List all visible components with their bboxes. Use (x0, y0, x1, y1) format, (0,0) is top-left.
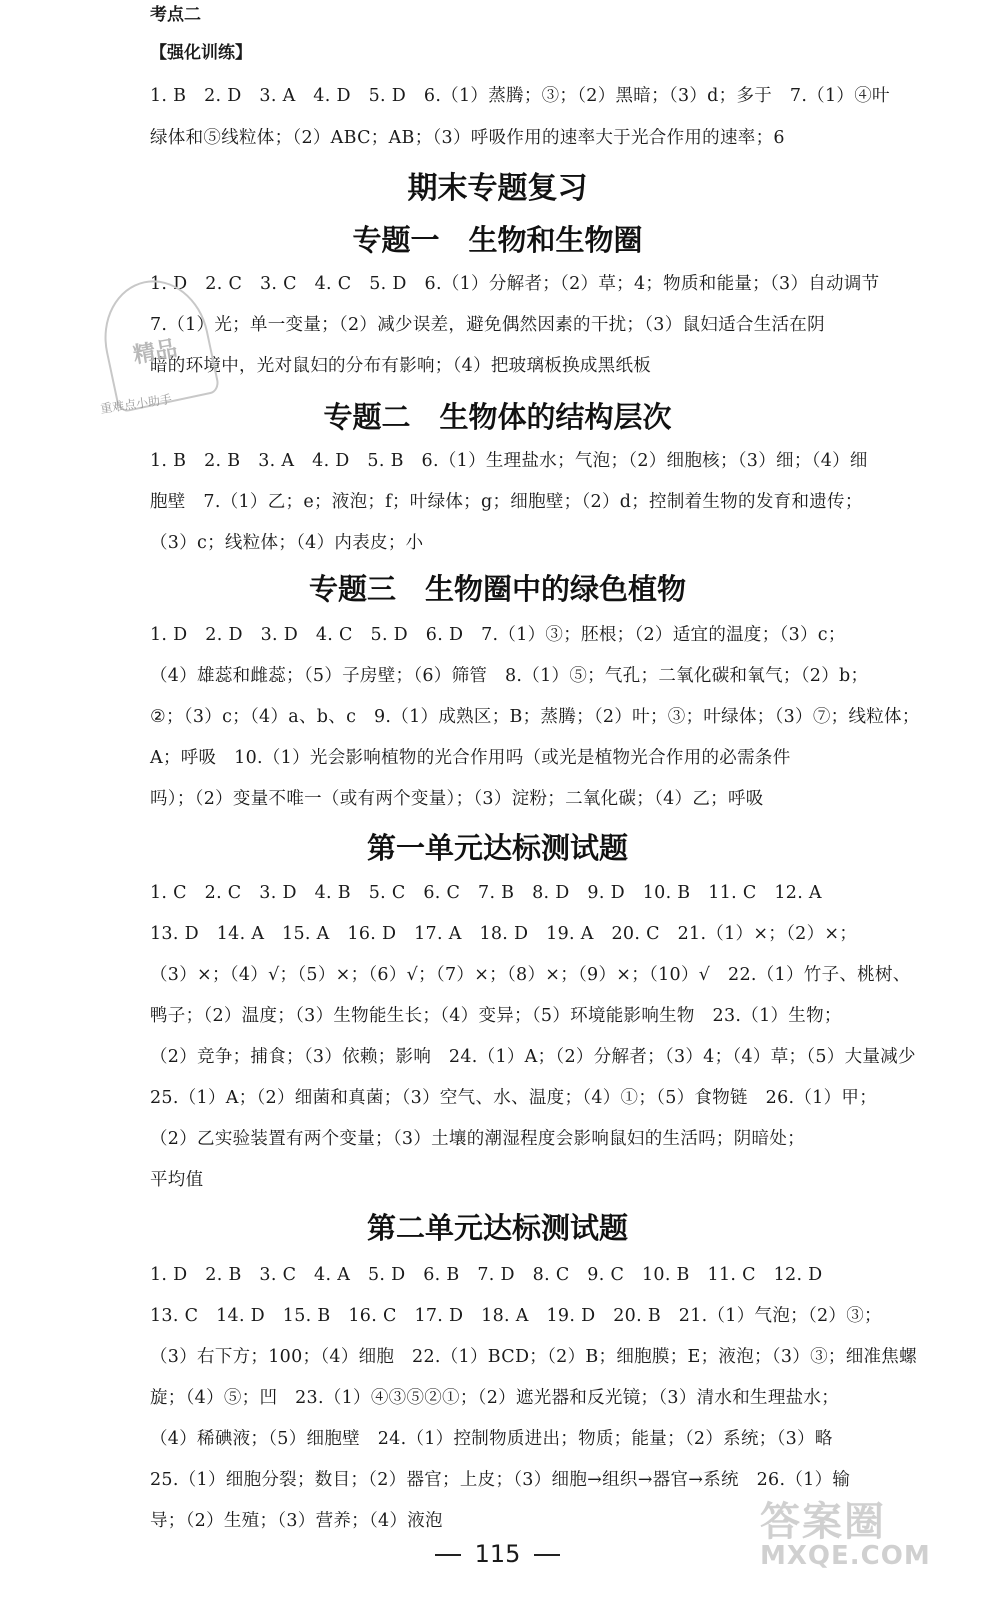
answer-line: 鸭子；（2）温度；（3）生物能生长；（4）变异；（5）环境能影响生物 23.（1）生物； (150, 1006, 842, 1026)
left-dash (435, 1554, 461, 1556)
answer-line: 平均值 (150, 1170, 204, 1190)
answer-line: 1. B 2. B 3. A 4. D 5. B 6.（1）生理盐水；气泡；（2）细胞核；（3）细；（4）细 (150, 451, 868, 471)
section-title: 第二单元达标测试题 (366, 1211, 628, 1245)
answer-line: 25.（1）A；（2）细菌和真菌；（3）空气、水、温度；（4）①；（5）食物链 26.（1）甲； (150, 1088, 878, 1108)
answer-line: ②；（3）c；（4）a、b、c 9.（1）成熟区；B；蒸腾；（2）叶；③；叶绿体；（3）⑦；线粒体； (150, 707, 920, 727)
answer-line: 25.（1）细胞分裂；数目；（2）器官；上皮；（3）细胞→组织→器官→系统 26.（1）输 (150, 1470, 851, 1490)
answer-line: 13. D 14. A 15. A 16. D 17. A 18. D 19. A 20. C 21.（1）×；（2）×； (150, 924, 858, 944)
section-title: 第一单元达标测试题 (366, 831, 628, 865)
answer-line: （4）稀碘液；（5）细胞壁 24.（1）控制物质进出；物质；能量；（2）系统；（3）略 (150, 1429, 833, 1449)
answer-line: 导；（2）生殖；（3）营养；（4）液泡 (150, 1511, 443, 1531)
right-dash (534, 1554, 560, 1556)
answer-line: 1. D 2. C 3. C 4. C 5. D 6.（1）分解者；（2）草；4；物质和能量；（3）自动调节 (150, 274, 880, 294)
answer-line: 1. D 2. D 3. D 4. C 5. D 6. D 7.（1）③；胚根；（2）适宜的温度；（3）c； (150, 625, 846, 645)
answer-line: 1. D 2. B 3. C 4. A 5. D 6. B 7. D 8. C 9. C 10. B 11. C 12. D (150, 1265, 823, 1285)
section-title: 专题一 生物和生物圈 (352, 223, 643, 257)
answer-line: （3）右下方；100；（4）细胞 22.（1）BCD；（2）B；细胞膜；E；液泡；（3）③；细准焦螺 (150, 1347, 917, 1367)
answer-line: 13. C 14. D 15. B 16. C 17. D 18. A 19. D 20. B 21.（1）气泡；（2）③； (150, 1306, 882, 1326)
section-title: 专题三 生物圈中的绿色植物 (308, 572, 686, 606)
intro-line: 1. B 2. D 3. A 4. D 5. D 6.（1）蒸腾；③；（2）黑暗；（3）d；多于 7.（1）④叶 (150, 86, 890, 106)
answer-line: 暗的环境中，光对鼠妇的分布有影响；（4）把玻璃板换成黑纸板 (150, 356, 652, 376)
answer-line: （3）×；（4）√；（5）×；（6）√；（7）×；（8）×；（9）×；（10）√ 22.（1）竹子、桃树、 (150, 965, 911, 985)
answer-line: （2）竞争；捕食；（3）依赖；影响 24.（1）A；（2）分解者；（3）4；（4）草；（5）大量减少 (150, 1047, 916, 1067)
stamp-subtext: 重难点小助手 (99, 392, 173, 416)
answer-line: 吗）；（2）变量不唯一（或有两个变量）；（3）淀粉；二氧化碳；（4）乙；呼吸 (150, 789, 764, 809)
answer-line: A；呼吸 10.（1）光会影响植物的光合作用吗（或光是植物光合作用的必需条件 (150, 748, 791, 768)
watermark-logo (760, 1490, 931, 1571)
answer-line: 胞壁 7.（1）乙；e；液泡；f；叶绿体；g；细胞壁；（2）d；控制着生物的发育和遗传； (150, 492, 863, 512)
answer-line: 1. C 2. C 3. D 4. B 5. C 6. C 7. B 8. D 9. D 10. B 11. C 12. A (150, 883, 822, 903)
section-label: 考点二 (150, 5, 201, 25)
answer-line: 7.（1）光；单一变量；（2）减少误差，避免偶然因素的干扰；（3）鼠妇适合生活在阴 (150, 315, 825, 335)
answer-line: （3）c；线粒体；（4）内表皮；小 (150, 533, 424, 553)
training-tag: 【强化训练】 (150, 43, 252, 63)
page-number: 115 (474, 1540, 521, 1568)
main-title: 期末专题复习 (407, 171, 588, 206)
answer-line: 旋；（4）⑤；凹 23.（1）④③⑤②①；（2）遮光器和反光镜；（3）清水和生理盐水； (150, 1388, 840, 1408)
section-title: 专题二 生物体的结构层次 (323, 400, 672, 434)
watermark-line2: MXQE.COM (760, 1541, 931, 1571)
intro-line: 绿体和⑤线粒体；（2）ABC；AB；（3）呼吸作用的速率大于光合作用的速率；6 (150, 128, 785, 148)
answer-line: （4）雄蕊和雌蕊；（5）子房壁；（6）筛管 8.（1）⑤；气孔；二氧化碳和氧气；（2）b； (150, 666, 869, 686)
answer-line: （2）乙实验装置有两个变量；（3）土壤的潮湿程度会影响鼠妇的生活吗；阴暗处； (150, 1129, 805, 1149)
watermark-line1: 答案圈 (760, 1499, 886, 1545)
stamp-text: 精品 (131, 336, 180, 369)
